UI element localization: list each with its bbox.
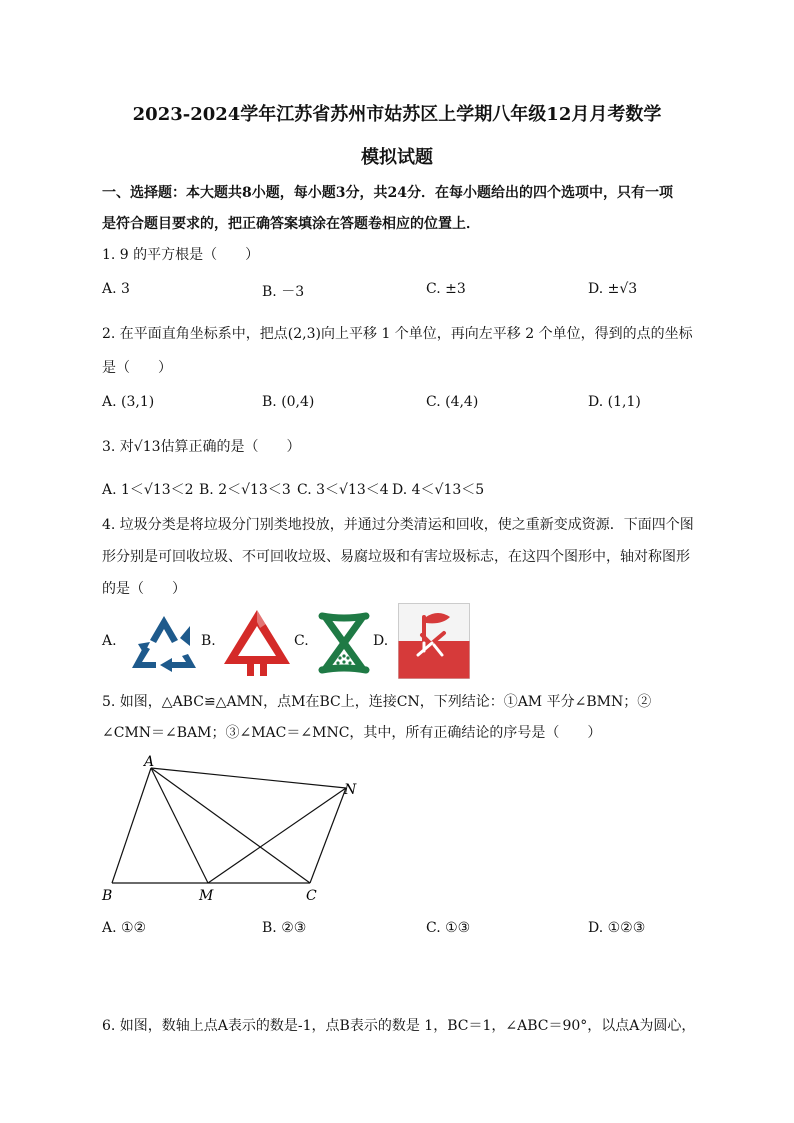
non-recyclable-icon	[220, 606, 294, 678]
doc-title-line2: 模拟试题	[361, 147, 433, 168]
doc-title-line1: 2023-2024学年江苏省苏州市姑苏区上学期八年级12月月考数学	[132, 104, 662, 125]
label-point-c: C	[306, 888, 317, 904]
q4-stem-line3: 的是（ ）	[102, 581, 186, 597]
q3-stem: 3. 对√13估算正确的是（ ）	[102, 439, 301, 455]
q2-option-a[interactable]: A. (3,1)	[102, 394, 155, 410]
hazardous-waste-icon	[398, 603, 470, 679]
label-point-m: M	[199, 888, 214, 904]
q5-geometry-figure	[96, 750, 366, 908]
q5-stem-line1: 5. 如图，△ABC≌△AMN，点M在BC上，连接CN，下列结论：①AM 平分∠BMN；②	[102, 694, 652, 710]
q4-option-a[interactable]: A.	[102, 633, 117, 649]
q4-option-d[interactable]: D.	[373, 633, 389, 649]
label-point-n: N	[344, 782, 357, 798]
q1-option-b[interactable]: B. －3	[262, 284, 305, 300]
q6-stem-line1: 6. 如图，数轴上点A表示的数是-1，点B表示的数是 1，BC＝1，∠ABC＝90°，以点A为圆心，	[102, 1018, 696, 1034]
label-point-a: A	[144, 754, 155, 770]
q4-stem-line1: 4. 垃圾分类是将垃圾分门别类地投放，并通过分类清运和回收，使之重新变成资源．下面四个图	[102, 517, 694, 533]
q3-options	[0, 479, 794, 499]
q2-option-c[interactable]: C. (4,4)	[426, 394, 479, 410]
q1-option-d[interactable]: D. ±√3	[588, 281, 638, 297]
q1-option-c[interactable]: C. ±3	[426, 281, 466, 297]
q2-option-d[interactable]: D. (1,1)	[588, 394, 641, 410]
q4-stem-line2: 形分别是可回收垃圾、不可回收垃圾、易腐垃圾和有害垃圾标志，在这四个图形中，轴对称图形	[102, 549, 690, 565]
q5-options	[0, 920, 794, 940]
q2-stem-line1: 2. 在平面直角坐标系中，把点(2,3)向上平移 1 个单位，再向左平移 2 个单位，得到的点的坐标	[102, 326, 693, 342]
q4-options	[0, 600, 794, 682]
q5-option-c[interactable]: C. ①③	[426, 920, 471, 936]
q3-option-c[interactable]: C. 3＜√13＜4	[297, 482, 389, 498]
q4-option-c[interactable]: C.	[294, 633, 309, 649]
section-header-line2: 是符合题目要求的，把正确答案填涂在答题卷相应的位置上．	[102, 216, 480, 232]
section-header-line1: 一、选择题：本大题共8小题，每小题3分，共24分．在每小题给出的四个选项中，只有一项	[102, 185, 673, 201]
recyclable-icon	[128, 612, 200, 674]
q2-options	[0, 394, 794, 414]
q1-stem: 1. 9 的平方根是（ ）	[102, 247, 260, 263]
q5-stem-line2: ∠CMN＝∠BAM；③∠MAC＝∠MNC，其中，所有正确结论的序号是（ ）	[102, 725, 602, 741]
q3-option-d[interactable]: D. 4＜√13＜5	[392, 482, 485, 498]
q1-options	[0, 281, 794, 301]
q2-option-b[interactable]: B. (0,4)	[262, 394, 315, 410]
food-waste-icon	[316, 610, 372, 676]
q5-option-b[interactable]: B. ②③	[262, 920, 307, 936]
label-point-b: B	[102, 888, 113, 904]
q3-option-a[interactable]: A. 1＜√13＜2	[102, 482, 194, 498]
q5-option-a[interactable]: A. ①②	[102, 920, 147, 936]
q1-option-a[interactable]: A. 3	[102, 281, 130, 297]
q5-option-d[interactable]: D. ①②③	[588, 920, 646, 936]
q4-option-b[interactable]: B.	[201, 633, 216, 649]
q3-option-b[interactable]: B. 2＜√13＜3	[199, 482, 291, 498]
q2-stem-line2: 是（ ）	[102, 360, 172, 376]
